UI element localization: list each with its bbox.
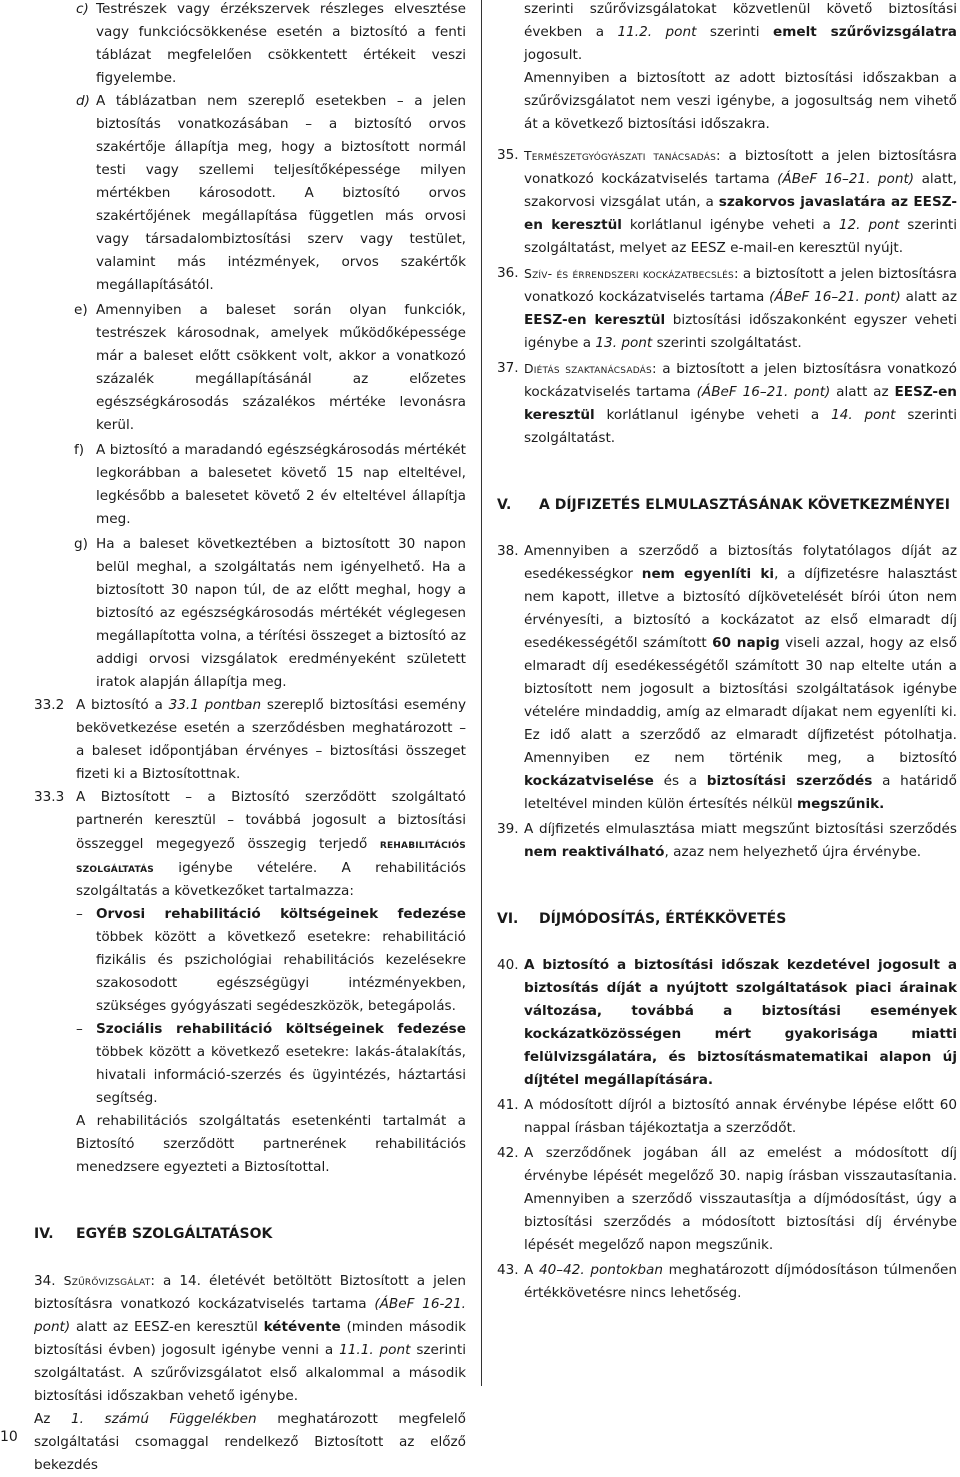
item-42: 42. A szerződőnek jogában áll az emelést a módosított díj érvénybe lépését megelőző 30. napig írásban visszautasítania. Amennyiben a szerződő visszautasítja a díjmódosítást, úgy a biztosítási szerződés a módosított biztosítási díj érvénybe lépését megelőző napon megszűnik. bbox=[497, 1145, 957, 1253]
item-34: 34. Szűrővizsgálat: a 14. életévét betöltött Biztosított a jelen biztosításra vonatkozó kockázatviselés tartama (ÁBeF 16-21. pont) alatt az EESZ-en keresztül kétévente (minden második biztosítási évben) jogosult igénybe venni a 11.1. pont szerinti szolgáltatást. A szűrővizsgálatot első alkalommal a második biztosítási időszakban vehető igénybe. bbox=[34, 1273, 467, 1404]
item-f: f) A biztosító a maradandó egészségkárosodás mértékét legkorábban a balesetet követő 15 nap elteltével, legkésőbb a balesetet követő 2 év elteltével állapítja meg. bbox=[74, 442, 466, 527]
item-34-end: szerinti szűrővizsgálatokat közvetlenül követő biztosítási években a 11.2. pont szerinti emelt szűrővizsgálatra jogosult. bbox=[524, 1, 957, 63]
item-c: c) Testrészek vagy érzékszervek részleges elvesztése vagy funkciócsökkenése esetén a biztosító a fenti táblázat megfelelően csökkentett értékeit veszi figyelembe. bbox=[76, 1, 466, 86]
page-number: 10 bbox=[0, 1429, 18, 1445]
rehab-item-medical: – Orvosi rehabilitáció költségeinek fedezése többek között a következő esetekre: rehabilitáció fizikális és pszichológiai rehabilitációs kezelésekre szakosodott egészségügyi intézményekben, szükséges gyógyászati segédeszközök, betegápolás. bbox=[76, 906, 466, 1014]
section-33-2: 33.2 A biztosító a 33.1 pontban szereplő biztosítási esemény bekövetkezése esetén a szerződésben meghatározott – a baleset időpontjában érvényes – biztosítási összeget fizeti ki a Biztosítottnak. bbox=[34, 697, 466, 782]
left-column bbox=[34, 0, 466, 1477]
item-37: 37. Diétás szaktanácsadás: a biztosított a jelen biztosításra vonatkozó kockázatviselés tartama (ÁBeF 16–21. pont) alatt az EESZ-en keresztül korlátlanul igénybe veheti a 14. pont szerinti szolgáltatást. bbox=[497, 360, 957, 446]
section-iv-heading: IV. EGYÉB SZOLGÁLTATÁSOK bbox=[34, 1226, 273, 1242]
item-g: g) Ha a baleset következtében a biztosított 30 napon belül meghal, a szolgáltatás nem igényelhető. Ha a biztosított 30 napon túl, de az előtt meghal, hogy a biztosító az egészségkárosodás mértékét véglegesen megállapította volna, a térítési összeget a biztosító az addigi orvosi vizsgálatok eredményeként született iratok alapján állapítja meg. bbox=[74, 536, 466, 690]
item-36: 36. Szív- és érrendszeri kockázatbecslés: a biztosított a jelen biztosításra vonatkozó kockázatviselés tartama (ÁBeF 16–21. pont) alatt az EESZ-en keresztül biztosítási időszakonként egyszer veheti igénybe a 13. pont szerinti szolgáltatást. bbox=[497, 265, 957, 351]
rehab-item-social: – Szociális rehabilitáció költségeinek fedezése többek között a következő esetekre: lakás-átalakítás, hivatali információ-szerzés és ügyintézés, háztartási segítség. bbox=[76, 1021, 466, 1106]
section-vi-heading: VI. DÍJMÓDOSÍTÁS, ÉRTÉKKÖVETÉS bbox=[497, 911, 787, 927]
section-v-heading: V. A DÍJFIZETÉS ELMULASZTÁSÁNAK KÖVETKEZMÉNYEI bbox=[497, 497, 950, 513]
screening-note: Amennyiben a biztosított az adott biztosítási időszakban a szűrővizsgálatot nem veszi igénybe, a jogosultság nem vihető át a következő biztosítási időszakra. bbox=[524, 70, 957, 132]
item-d: d) A táblázatban nem szereplő esetekben – a jelen biztosítás vonatkozásában – a biztosító orvos szakértője állapítja meg, hogy a biztosított normál testi vagy szellemi teljesítőképessége milyen mértékben károsodott. A biztosító orvos szakértőjének megállapítása független más orvosi vagy társadalombiztosítási szerv vagy testület, valamint más intézmények, orvos szakértők megállapításától. bbox=[76, 93, 466, 293]
item-43: 43. A 40–42. pontokban meghatározott díjmódosításon túlmenően értékkövetésre nincs lehetőség. bbox=[497, 1262, 957, 1301]
item-41: 41. A módosított díjról a biztosító annak érvénybe lépése előtt 60 nappal írásban tájékoztatja a szerződőt. bbox=[497, 1097, 957, 1136]
section-33-3: 33.3 A Biztosított – a Biztosító szerződött szolgáltató partnerén keresztül – továbbá jogosult a biztosítási összeggel megegyező összegig terjedő rehabilitációs szolgáltatás igénybe vételére. A rehabilitációs szolgáltatás a következőket tartalmazza: bbox=[34, 789, 466, 899]
item-39: 39. A díjfizetés elmulasztása miatt megszűnt biztosítási szerződés nem reaktiválható, azaz nem helyezhető újra érvénybe. bbox=[497, 821, 957, 860]
item-34-continued: Az 1. számú Függelékben meghatározott megfelelő szolgáltatási csomaggal rendelkező Biztosított az előző bekezdés bbox=[34, 1411, 466, 1473]
column-divider bbox=[481, 0, 482, 1386]
item-40: 40. A biztosító a biztosítási időszak kezdetével jogosult a biztosítás díját a nyújtott szolgáltatások piaci árainak változása, továbbá a biztosítási események kockázatközösségen mért gyakorisága miatti felülvizsgálatára, és biztosításmatematikai alapon új díjtétel megállapítására. bbox=[497, 957, 957, 1088]
rehab-note: A rehabilitációs szolgáltatás esetenkénti tartalmát a Biztosító szerződött partnerének rehabilitációs menedzsere egyezteti a Biztosítottal. bbox=[76, 1113, 466, 1175]
item-e: e) Amennyiben a baleset során olyan funkciók, testrészek károsodnak, amelyek működőképessége már a baleset előtt csökkent volt, akkor a vonatkozó százalék megállapításánál az előzetes egészségkárosodás százalékos mértéke levonásra kerül. bbox=[74, 302, 466, 433]
item-35: 35. Természetgyógyászati tanácsadás: a biztosított a jelen biztosításra vonatkozó kockázatviselés tartama (ÁBeF 16–21. pont) alatt, szakorvosi vizsgálat után, a szakorvos javaslatára az EESZ-en keresztül korlátlanul igénybe veheti a 12. pont szerinti szolgáltatást, melyet az EESZ e-mail-en keresztül nyújt. bbox=[497, 147, 957, 256]
right-column bbox=[497, 0, 957, 1305]
item-38: 38. Amennyiben a szerződő a biztosítás folytatólagos díját az esedékességkor nem egyenlíti ki, a díjfizetésre halasztást nem kapott, illetve a biztosító díjkövetelését bírói úton nem érvényesíti, a biztosító a kockázatot az első elmaradt díj esedékességétől számított 60 napig viseli azzal, hogy az első elmaradt díj esedékességétől számított 30 nap elteltе után a biztosított nem jogosult a biztosítási szolgáltatások igénybe vételére mindaddig, amíg az elmaradt díjakat nem egyenlíti ki. Ez idő alatt a szerződő az elmaradt díjfizetést pótolhatja. Amennyiben ez nem történik meg, a biztosító kockázatviselése és a biztosítási szerződés a határidő leteltével minden külön értesítés nélkül megszűnik. bbox=[497, 543, 958, 812]
